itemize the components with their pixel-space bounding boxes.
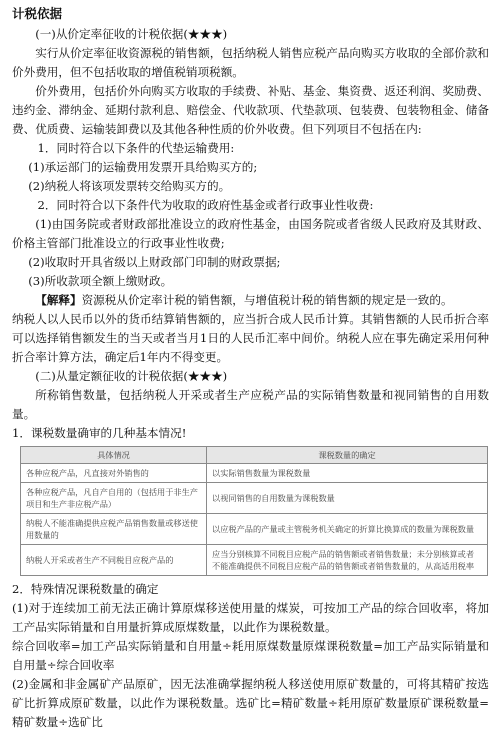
s2-list-1: 1．课税数量确审的几种基本情况! bbox=[12, 426, 187, 440]
table-header-row bbox=[21, 447, 488, 464]
s2-paragraph-1: 所称销售数量，包括纳税人开采或者生产应税产品的实际销售数量和视同销售的自用数量。 bbox=[12, 388, 489, 421]
condition-2: 2．同时符合以下条件代为收取的政府性基金或者行政事业性收费: bbox=[37, 198, 374, 212]
table-cell: 应当分别核算不同税目应税产品的销售额或者销售数量；未分别核算或者不能准确提供不同税目应税产品的销售额或者销售数量的，从高适用税率 bbox=[207, 545, 488, 576]
s2-paragraph-4: (2)金属和非金属矿产品原矿，因无法准确掌握纳税人移送使用原矿数量的，可将其精矿按选矿比折算成原矿数量，以此作为课税数量。选矿比=精矿数量÷耗用原矿数量原矿课税数量=精矿数量÷选矿比 bbox=[12, 677, 489, 729]
explanation-text: 资源税从价定率计税的销售额，与增值税计税的销售额的规定是一致的。 bbox=[81, 293, 453, 307]
s2-paragraph-2: (1)对于连续加工前无法正确计算原煤移送使用量的煤炭，可按加工产品的综合回收率，将加工产品实际销量和自用量折算成原煤数量，以此作为课税数量。 bbox=[12, 601, 489, 634]
condition-2c: (3)所收款项全额上缴财政。 bbox=[28, 274, 173, 288]
table-cell: 以实际销售数量为课税数量 bbox=[207, 464, 488, 483]
section-title: 计税依据 bbox=[12, 6, 63, 21]
s2-heading: (二)从量定额征收的计税依据(★★★) bbox=[35, 369, 228, 383]
condition-1: 1．同时符合以下条件的代垫运输费用: bbox=[37, 141, 235, 155]
table-cell: 各种应税产品，凡自产自用的（包括用于非生产项目和生产非应税产品） bbox=[21, 483, 207, 514]
table-row bbox=[21, 483, 488, 514]
table-header: 课税数量的确定 bbox=[207, 447, 488, 464]
table-row bbox=[21, 545, 488, 576]
table-cell: 各种应税产品，凡直接对外销售的 bbox=[21, 464, 207, 483]
table-cell: 以应税产品的产量或主管税务机关确定的折算比换算成的数量为课税数量 bbox=[207, 514, 488, 545]
table-row bbox=[21, 464, 488, 483]
condition-1b: (2)纳税人将该项发票转交给购买方的。 bbox=[28, 179, 231, 193]
explanation-label: 【解释】 bbox=[35, 293, 82, 307]
table-header: 具体情况 bbox=[21, 447, 207, 464]
s1-paragraph-1: 实行从价定率征收资源税的销售额，包括纳税人销售应税产品向购买方收取的全部价款和价外费用，但不包括收取的增值税销项税额。 bbox=[12, 46, 489, 79]
s1-paragraph-3: 纳税人以人民币以外的货币结算销售额的，应当折合成人民币计算。其销售额的人民币折合率可以选择销售额发生的当天或者当月1日的人民币汇率中间价。纳税人应在事先确定采用何种折合率计算方法，确定后1年内不得变更。 bbox=[12, 312, 489, 364]
condition-2a: (1)由国务院或者财政部批准设立的政府性基金，由国务院或者省级人民政府及其财政、价格主管部门批准设立的行政事业性收费; bbox=[12, 217, 489, 250]
explanation-note bbox=[12, 291, 489, 310]
table-cell: 纳税人不能准确提供应税产品销售数量或移送使用数量的 bbox=[21, 514, 207, 545]
table-cell: 以视同销售的自用数量为课税数量 bbox=[207, 483, 488, 514]
s1-paragraph-2: 价外费用，包括价外向购买方收取的手续费、补贴、基金、集资费、返还利润、奖励费、违约金、滞纳金、延期付款利息、赔偿金、代收款项、代垫款项、包装费、包装物租金、储备费、优质费、运输装卸费以及其他各种性质的价外收费。但下列项目不包括在内: bbox=[12, 84, 489, 136]
table-row bbox=[21, 514, 488, 545]
taxable-quantity-table bbox=[20, 446, 488, 576]
s2-paragraph-3: 综合回收率=加工产品实际销量和自用量÷耗用原煤数量原煤课税数量=加工产品实际销量和自用量÷综合回收率 bbox=[12, 639, 489, 672]
s2-list-2: 2．特殊情况课税数量的确定 bbox=[12, 582, 159, 596]
condition-2b: (2)收取时开具省级以上财政部门印制的财政票据; bbox=[28, 255, 281, 269]
table-cell: 纳税人开采或者生产不同税目应税产品的 bbox=[21, 545, 207, 576]
condition-1a: (1)承运部门的运输费用发票开具给购买方的; bbox=[28, 160, 258, 174]
s1-heading: (一)从价定率征收的计税依据(★★★) bbox=[35, 27, 228, 41]
